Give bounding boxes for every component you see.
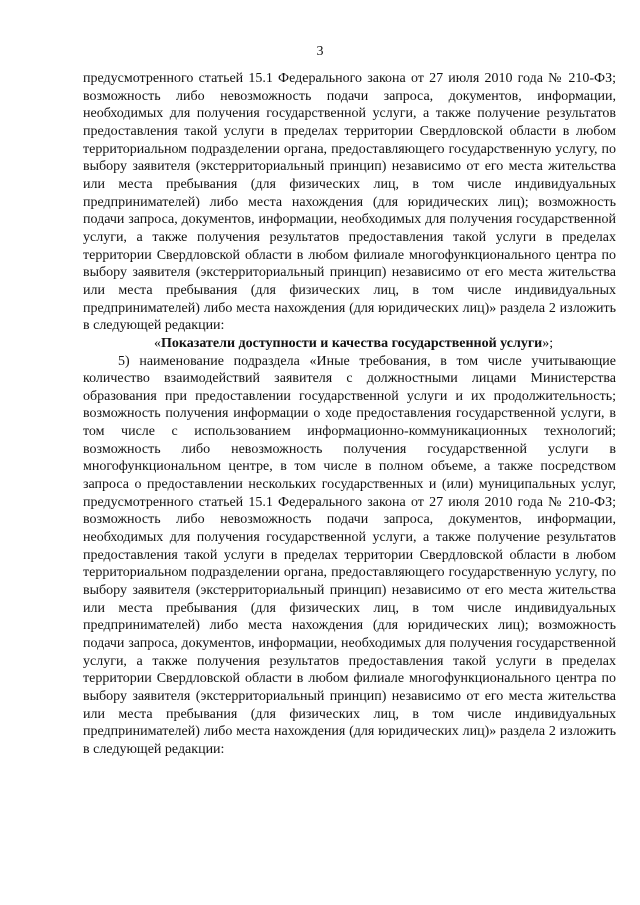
- quoted-subsection-heading: [83, 335, 616, 353]
- heading-title: Показатели доступности и качества государственной услуги: [161, 335, 543, 351]
- paragraph-continuation: предусмотренного статьей 15.1 Федерального закона от 27 июля 2010 года № 210-ФЗ; возможность либо невозможность подачи запроса, документов, информации, необходимых для получения государственной услуги, а также получение результатов предоставления такой услуги в пределах территории Свердловской области в любом территориальном подразделении органа, предоставляющего государственную услугу, по выбору заявителя (экстерриториальный принцип) независимо от его места жительства или места пребывания (для физических лиц, в том числе индивидуальных предпринимателей) либо места нахождения (для юридических лиц); возможность подачи запроса, документов, информации, необходимых для получения государственной услуги, а также получения результатов предоставления такой услуги в пределах территории Свердловской области в любом филиале многофункционального центра по выбору заявителя (экстерриториальный принцип) независимо от его места жительства или места пребывания (для физических лиц, в том числе индивидуальных предпринимателей) либо места нахождения (для юридических лиц)» раздела 2 изложить в следующей редакции:: [83, 71, 616, 334]
- document-body: [83, 70, 616, 759]
- heading-open-quote: «: [154, 335, 161, 351]
- page-number: 3: [316, 44, 324, 59]
- heading-close-quote: »;: [542, 335, 554, 351]
- paragraph-item-5: 5) наименование подраздела «Иные требования, в том числе учитывающие количество взаимодействий заявителя с должностными лицами Министерства образования при предоставлении государственной услуги и их продолжительность; возможность получения информации о ходе предоставления государственной услуги, в том числе с использованием информационно-коммуникационных технологий; возможность либо невозможность получения государственной услуги в многофункциональном центре, в том числе в полном объеме, а также посредством запроса о предоставлении нескольких государственных и (или) муниципальных услуг, предусмотренного статьей 15.1 Федерального закона от 27 июля 2010 года № 210-ФЗ; возможность либо невозможность подачи запроса, документов, информации, необходимых для получения государственной услуги, а также получение результатов предоставления такой услуги в пределах территории Свердловской области в любом территориальном подразделении органа, предоставляющего государственную услугу, по выбору заявителя (экстерриториальный принцип) независимо от его места жительства или места пребывания (для физических лиц, в том числе индивидуальных предпринимателей) либо места нахождения (для юридических лиц); возможность подачи запроса, документов, информации, необходимых для получения государственной услуги, а также получения результатов предоставления такой услуги в пределах территории Свердловской области в любом филиале многофункционального центра по выбору заявителя (экстерриториальный принцип) независимо от его места жительства или места пребывания (для физических лиц, в том числе индивидуальных предпринимателей) либо места нахождения (для юридических лиц)» раздела 2 изложить в следующей редакции:: [83, 353, 616, 757]
